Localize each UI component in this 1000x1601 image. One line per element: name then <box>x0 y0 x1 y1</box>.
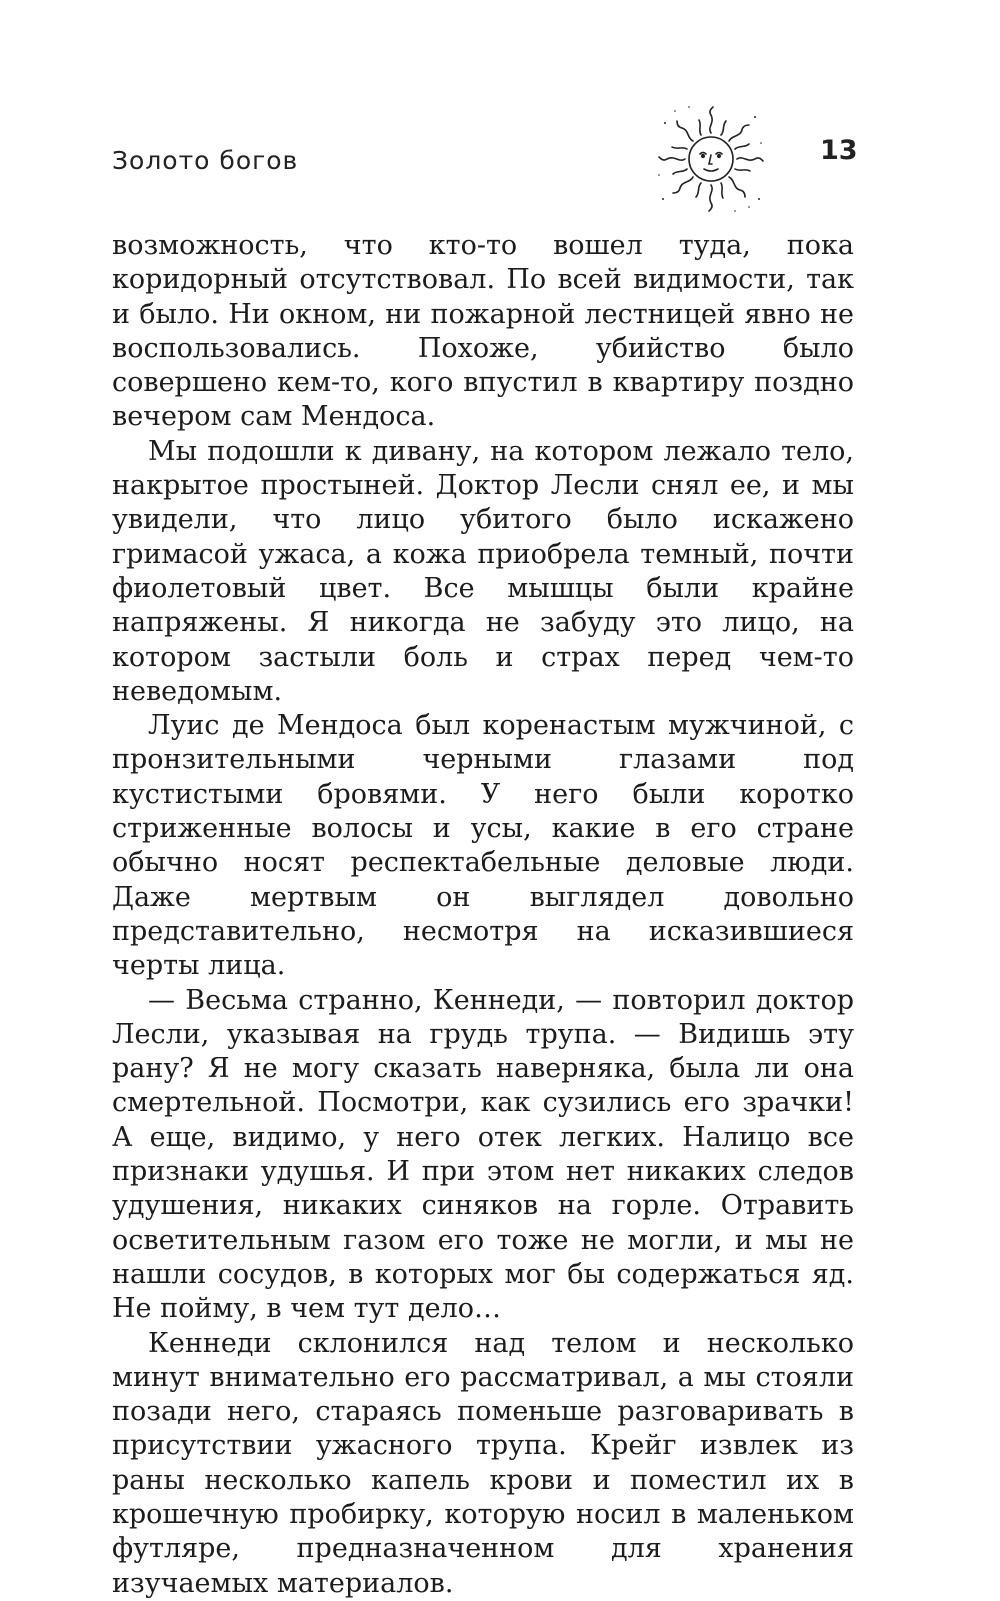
page-number: 13 <box>820 135 858 166</box>
paragraph: Кеннеди склонился над телом и несколько минут внимательно его рассматривал, а мы стояли позади него, стараясь поменьше разговаривать в присутствии ужасного трупа. Крейг извлек из раны несколько капель крови и поместил их в крошечную пробирку, которую носил в маленьком футляре, предназначенном для хранения изучаемых материалов. <box>112 1327 854 1599</box>
paragraph: Луис де Мендоса был коренастым мужчиной, с пронзительными черными глазами под кустистыми бровями. У него были коротко стриженные волосы и усы, какие в его стране обычно носят респектабельные деловые люди. Даже мертвым он выглядел довольно представительно, несмотря на исказившиеся черты лица. <box>112 710 854 982</box>
paragraph: возможность, что кто-то вошел туда, пока коридорный отсутствовал. По всей видимости, так и было. Ни окном, ни пожарной лестницей явно не воспользовались. Похоже, убийство было совершено кем-то, кого впустил в квартиру поздно вечером сам Мендоса. <box>112 230 854 433</box>
running-head: Золото богов <box>112 146 299 175</box>
sun-face-icon <box>655 103 767 215</box>
paragraph: — Весьма странно, Кеннеди, — повторил доктор Лесли, указывая на грудь трупа. — Видишь эту рану? Я не могу сказать наверняка, была ли она смертельной. Посмотри, как сузились его зрачки! А еще, видимо, у него отек легких. Налицо все признаки удушья. И при этом нет никаких следов удушения, никаких синяков на горле. Отравить осветительным газом его тоже не могли, и мы не нашли сосудов, в которых мог бы содержаться яд. Не пойму, в чем тут дело… <box>112 984 854 1325</box>
paragraph: Мы подошли к дивану, на котором лежало тело, накрытое простыней. Доктор Лесли снял ее, и мы увидели, что лицо убитого было искажено гримасой ужаса, а кожа приобрела темный, почти фиолетовый цвет. Все мышцы были крайне напряжены. Я никогда не забуду это лицо, на котором застыли боль и страх перед чем-то неведомым. <box>112 435 854 707</box>
body-text <box>112 229 854 1601</box>
